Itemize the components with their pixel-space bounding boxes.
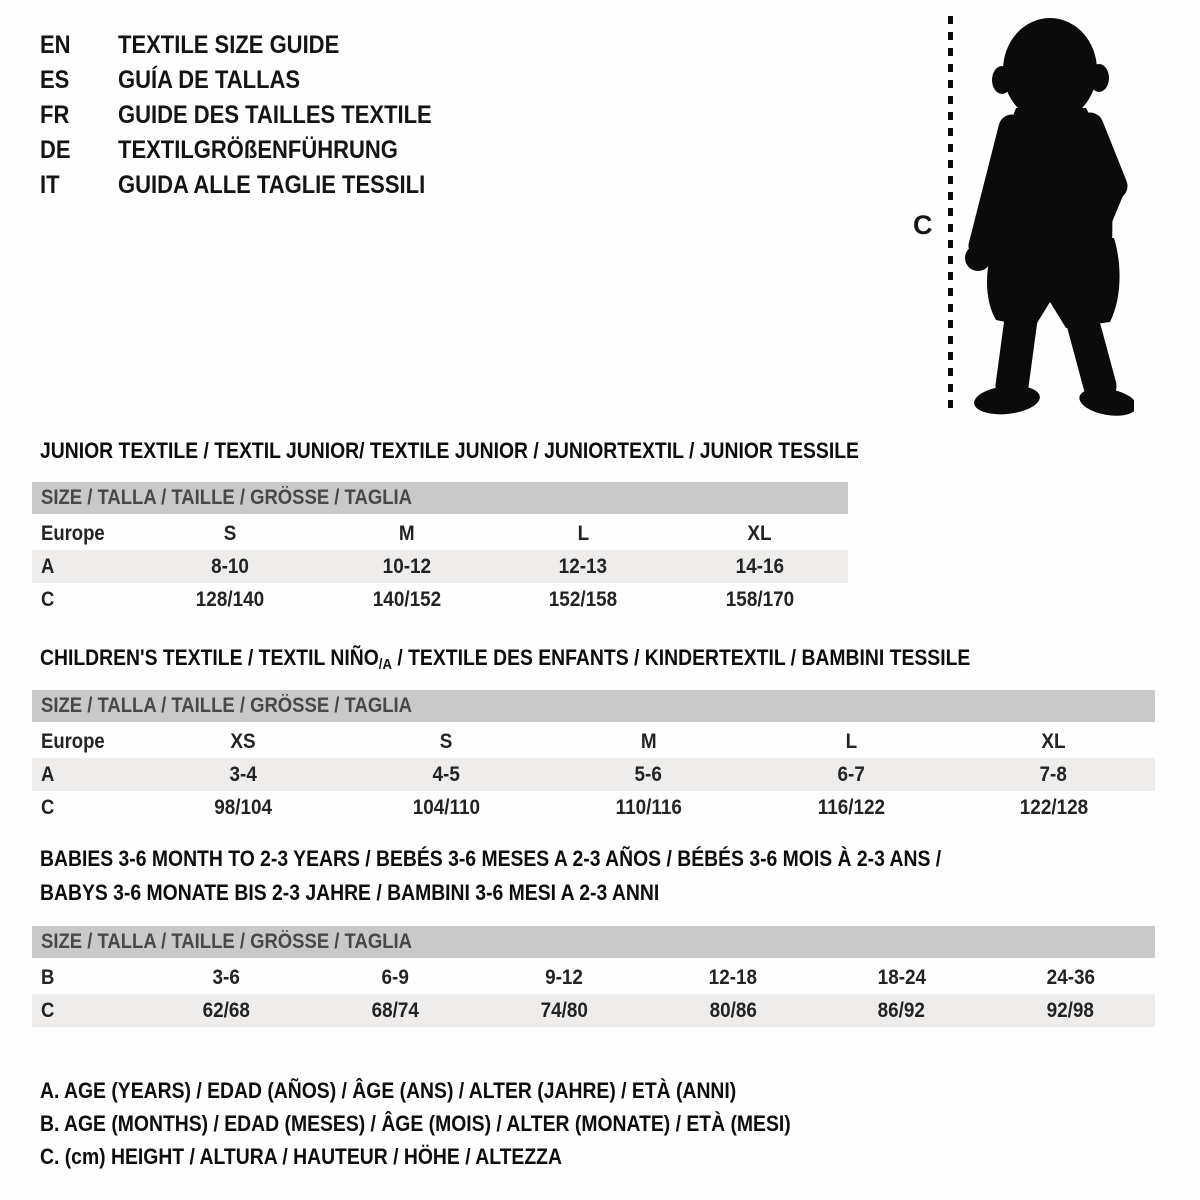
language-row-de [40, 133, 475, 168]
language-code: DE [40, 136, 71, 164]
height-measure-label: C [913, 210, 933, 240]
age-value: 6-9 [381, 965, 409, 989]
table-row-height-cm [32, 791, 1155, 824]
age-value: 9-12 [545, 965, 583, 989]
table-row-age-months [32, 961, 1155, 994]
age-value: 7-8 [1040, 762, 1068, 786]
height-value: 110/116 [615, 795, 682, 819]
age-value: 14-16 [735, 554, 784, 578]
size-value: S [223, 521, 237, 545]
language-row-fr [40, 98, 475, 133]
toddler-silhouette-icon [962, 14, 1134, 420]
size-table-header: SIZE / TALLA / TAILLE / GRÖSSE / TAGLIA [32, 690, 1155, 722]
age-value: 6-7 [837, 762, 865, 786]
language-row-es [40, 63, 475, 98]
height-value: 98/104 [214, 795, 273, 819]
age-value: 12-13 [559, 554, 608, 578]
size-value: XL [1041, 729, 1066, 753]
measurement-legend [40, 1074, 893, 1173]
nino-a-subscript: /A [378, 656, 392, 673]
language-code: ES [40, 66, 70, 94]
age-value: 24-36 [1046, 965, 1095, 989]
row-label: C [41, 587, 55, 611]
language-code: FR [40, 101, 70, 129]
height-value: 140/152 [372, 587, 441, 611]
size-table-children [32, 690, 1155, 824]
height-value: 116/122 [817, 795, 885, 819]
table-row-age-years [32, 758, 1155, 791]
legend-age-years: A. AGE (YEARS) / EDAD (AÑOS) / ÂGE (ANS) / ALTER (JAHRE) / ETÀ (ANNI) [40, 1077, 737, 1103]
size-value: M [398, 521, 415, 545]
junior-section-heading: JUNIOR TEXTILE / TEXTIL JUNIOR/ TEXTILE JUNIOR / JUNIORTEXTIL / JUNIOR TESSILE [40, 438, 859, 463]
height-value: 152/158 [549, 587, 618, 611]
row-label: A [41, 554, 55, 578]
size-table-header: SIZE / TALLA / TAILLE / GRÖSSE / TAGLIA [32, 926, 1155, 958]
row-label: C [41, 998, 55, 1022]
table-row-age-years [32, 550, 848, 583]
language-row-en [40, 28, 475, 63]
age-value: 3-6 [212, 965, 241, 989]
age-value: 8-10 [211, 554, 250, 578]
height-value: 86/92 [878, 998, 926, 1022]
row-label: C [41, 795, 55, 819]
height-value: 80/86 [709, 998, 757, 1022]
legend-height-cm: C. (cm) HEIGHT / ALTURA / HAUTEUR / HÖHE / ALTEZZA [40, 1143, 562, 1169]
age-value: 10-12 [382, 554, 431, 578]
size-value: S [439, 729, 453, 753]
height-value: 128/140 [196, 587, 265, 611]
age-value: 12-18 [708, 965, 758, 989]
size-value: L [577, 521, 590, 545]
size-table-babies [32, 926, 1155, 1027]
row-label: A [41, 762, 55, 786]
table-row-height-cm [32, 583, 848, 616]
guide-title-en: TEXTILE SIZE GUIDE [118, 31, 340, 59]
size-value: L [845, 729, 857, 753]
legend-age-months: B. AGE (MONTHS) / EDAD (MESES) / ÂGE (MOIS) / ALTER (MONATE) / ETÀ (MESI) [40, 1110, 791, 1136]
size-table-junior [32, 482, 848, 616]
height-value: 92/98 [1046, 998, 1095, 1022]
age-value: 4-5 [432, 762, 460, 786]
children-section-heading: CHILDREN'S TEXTILE / TEXTIL $NIÑO_{/A}$ / TEXTILE DES ENFANTS / KINDERTEXTIL / BAMBINI TESSILE [40, 645, 971, 673]
height-value: 122/128 [1019, 795, 1088, 819]
height-value: 158/170 [725, 587, 794, 611]
guide-title-es: GUÍA DE TALLAS [118, 66, 301, 94]
age-value: 18-24 [877, 965, 926, 989]
table-row-europe [32, 517, 848, 550]
babies-section-heading: BABIES 3-6 MONTH TO 2-3 YEARS / BEBÉS 3-6 MESES A 2-3 AÑOS / BÉBÉS 3-6 MOIS À 2-3 ANS / BABYS 3-6 MONATE BIS 2-3 JAHRE / BAMBINI 3-6 MESI A 2-3 ANNI [40, 846, 942, 905]
row-label: Europe [41, 729, 105, 753]
language-list [40, 28, 475, 203]
guide-title-de: TEXTILGRÖßENFÜHRUNG [118, 136, 398, 164]
height-value: 74/80 [540, 998, 588, 1022]
size-value: M [640, 729, 657, 753]
age-value: 5-6 [634, 762, 663, 786]
language-code: EN [40, 31, 71, 59]
language-code: IT [40, 171, 60, 199]
size-table-header: SIZE / TALLA / TAILLE / GRÖSSE / TAGLIA [32, 482, 848, 514]
size-value: XL [747, 521, 772, 545]
table-row-height-cm [32, 994, 1155, 1027]
guide-title-it: GUIDA ALLE TAGLIE TESSILI [118, 171, 426, 199]
height-value: 68/74 [371, 998, 419, 1022]
row-label: Europe [41, 521, 105, 545]
height-value: 62/68 [202, 998, 251, 1022]
row-label: B [41, 965, 55, 989]
language-row-it [40, 168, 475, 203]
height-measure-dashed-line [948, 16, 953, 416]
size-value: XS [230, 729, 256, 753]
table-row-europe [32, 725, 1155, 758]
age-value: 3-4 [229, 762, 257, 786]
guide-title-fr: GUIDE DES TAILLES TEXTILE [118, 101, 432, 129]
height-value: 104/110 [412, 795, 480, 819]
